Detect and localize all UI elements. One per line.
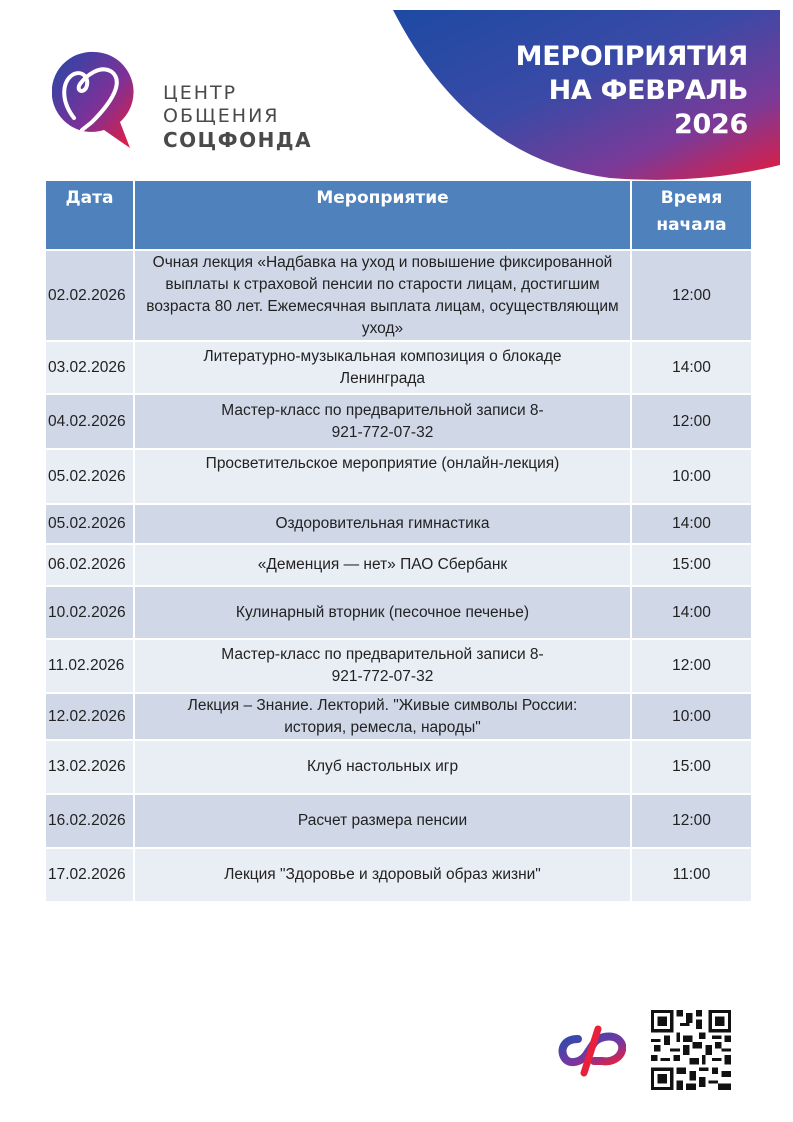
cell-event: Лекция "Здоровье и здоровый образ жизни" [134, 848, 631, 902]
cell-date: 17.02.2026 [46, 848, 134, 902]
cell-date: 11.02.2026 [46, 639, 134, 693]
cell-date: 05.02.2026 [46, 504, 134, 544]
cell-time: 14:00 [631, 504, 751, 544]
table-row [46, 544, 751, 586]
cell-date: 04.02.2026 [46, 394, 134, 449]
table-row [46, 449, 751, 504]
cell-date: 02.02.2026 [46, 250, 134, 341]
cell-time: 10:00 [631, 449, 751, 504]
cell-date: 03.02.2026 [46, 341, 134, 394]
table-row [46, 848, 751, 902]
title-line-3: 2026 [674, 109, 748, 140]
column-header-date: Дата [46, 181, 134, 250]
cell-date: 05.02.2026 [46, 449, 134, 504]
page-title [516, 40, 748, 142]
cell-event: Клуб настольных игр [134, 740, 631, 794]
table-row [46, 794, 751, 848]
cell-time: 14:00 [631, 341, 751, 394]
cell-event: Кулинарный вторник (песочное печенье) [134, 586, 631, 639]
cell-date: 10.02.2026 [46, 586, 134, 639]
cell-time: 14:00 [631, 586, 751, 639]
cell-event: Просветительское мероприятие (онлайн-лекция) [134, 449, 631, 504]
brand-name [163, 82, 312, 152]
table-row [46, 586, 751, 639]
brand-line-1: ЦЕНТР [163, 82, 238, 104]
socfond-logo-icon [558, 1025, 626, 1077]
table-row [46, 639, 751, 693]
column-header-event: Мероприятие [134, 181, 631, 250]
brand-line-2: ОБЩЕНИЯ [163, 105, 280, 127]
cell-event: Расчет размера пенсии [134, 794, 631, 848]
qr-code-icon [651, 1010, 731, 1090]
cell-event: Мастер-класс по предварительной записи 8-921-772-07-32 [134, 394, 631, 449]
column-header-time [631, 181, 751, 250]
table-row [46, 504, 751, 544]
brand-line-3: СОЦФОНДА [163, 128, 313, 152]
heart-chat-logo-icon [52, 50, 137, 150]
cell-time: 12:00 [631, 794, 751, 848]
table-row [46, 394, 751, 449]
cell-time: 15:00 [631, 740, 751, 794]
cell-time: 15:00 [631, 544, 751, 586]
cell-time: 12:00 [631, 394, 751, 449]
cell-event: Очная лекция «Надбавка на уход и повышение фиксированной выплаты к страховой пенсии по старости лицам, достигшим возраста 80 лет. Ежемесячная выплата лицам, осуществляющим уход» [134, 250, 631, 341]
table-header-row [46, 181, 751, 250]
cell-date: 13.02.2026 [46, 740, 134, 794]
column-header-time-line-2: начала [656, 215, 727, 235]
cell-event: Литературно-музыкальная композиция о блокаде Ленинграда [134, 341, 631, 394]
cell-time: 11:00 [631, 848, 751, 902]
cell-event: Мастер-класс по предварительной записи 8-921-772-07-32 [134, 639, 631, 693]
cell-time: 12:00 [631, 639, 751, 693]
title-line-1: МЕРОПРИЯТИЯ [515, 41, 748, 72]
cell-event: «Деменция — нет» ПАО Сбербанк [134, 544, 631, 586]
table-row [46, 250, 751, 341]
table-row [46, 740, 751, 794]
cell-event: Оздоровительная гимнастика [134, 504, 631, 544]
events-table [46, 181, 751, 903]
column-header-time-line-1: Время [660, 188, 723, 208]
cell-event: Лекция – Знание. Лекторий. "Живые символы России: история, ремесла, народы" [134, 693, 631, 740]
cell-time: 12:00 [631, 250, 751, 341]
cell-date: 12.02.2026 [46, 693, 134, 740]
cell-time: 10:00 [631, 693, 751, 740]
cell-date: 16.02.2026 [46, 794, 134, 848]
title-line-2: НА ФЕВРАЛЬ [548, 75, 748, 106]
table-row [46, 341, 751, 394]
table-row [46, 693, 751, 740]
cell-date: 06.02.2026 [46, 544, 134, 586]
